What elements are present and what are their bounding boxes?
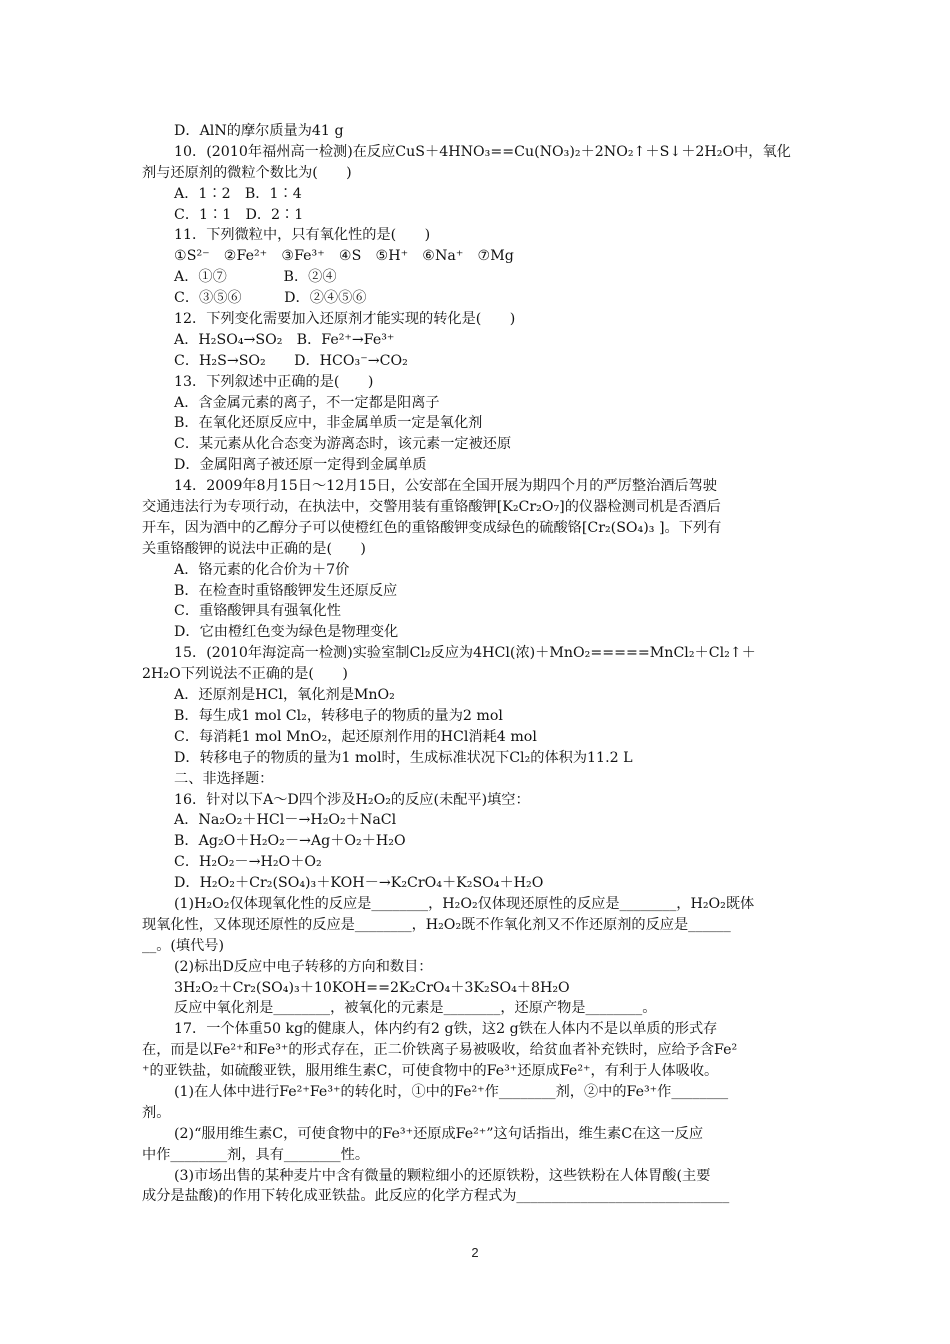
document-body <box>142 121 810 1207</box>
text-line: B．每生成1 mol Cl₂，转移电子的物质的量为2 mol <box>174 707 503 724</box>
text-line: (2)“服用维生素C，可使食物中的Fe³⁺还原成Fe²⁺”这句话指出，维生素C在这一反应 <box>174 1125 704 1142</box>
text-line: (3)市场出售的某种麦片中含有微量的颗粒细小的还原铁粉，这些铁粉在人体胃酸(主要 <box>174 1167 711 1184</box>
text-line: A．Na₂O₂＋HCl－→H₂O₂＋NaCl <box>174 812 397 829</box>
text-line: 开车，因为酒中的乙醇分子可以使橙红色的重铬酸钾变成绿色的硫酸铬[Cr₂(SO₄)₃ ]。下列有 <box>142 519 722 536</box>
text-line: 剂与还原剂的微粒个数比为( ) <box>142 164 352 181</box>
text-line: 二、非选择题： <box>174 770 274 787</box>
text-line: A．铬元素的化合价为＋7价 <box>174 561 350 578</box>
text-line: (1)在人体中进行Fe²⁺Fe³⁺的转化时，①中的Fe²⁺作________剂，②中的Fe³⁺作________ <box>174 1083 729 1100</box>
text-line: A．含金属元素的离子，不一定都是阳离子 <box>174 394 440 411</box>
text-line: (2)标出D反应中电子转移的方向和数目： <box>174 958 433 975</box>
text-line: C．1∶1 D．2∶1 <box>174 206 304 223</box>
text-line: 2H₂O下列说法不正确的是( ) <box>142 666 348 683</box>
text-line: B．在氧化还原反应中，非金属单质一定是氧化剂 <box>174 415 483 432</box>
text-line: D．它由橙红色变为绿色是物理变化 <box>174 624 399 641</box>
text-line: D．转移电子的物质的量为1 mol时，生成标准状况下Cl₂的体积为11.2 L <box>174 749 633 766</box>
text-line: 剂。 <box>142 1104 171 1121</box>
text-line: (1)H₂O₂仅体现氧化性的反应是________，H₂O₂仅体现还原性的反应是________，H₂O₂既体 <box>174 895 755 912</box>
text-line: 中作________剂，具有________性。 <box>142 1146 370 1163</box>
text-line: 15．(2010年海淀高一检测)实验室制Cl₂反应为4HCl(浓)＋MnO₂=====MnCl₂＋Cl₂↑＋ <box>174 645 756 662</box>
text-line: A．1∶2 B．1∶4 <box>174 185 302 202</box>
text-line: ⁺的亚铁盐，如硫酸亚铁，服用维生素C，可使食物中的Fe³⁺还原成Fe²⁺，有利于人体吸收。 <box>142 1063 719 1080</box>
text-line: A．H₂SO₄→SO₂ B．Fe²⁺→Fe³⁺ <box>174 331 395 348</box>
text-line: __。(填代号) <box>142 937 225 954</box>
text-line: C．每消耗1 mol MnO₂，起还原剂作用的HCl消耗4 mol <box>174 728 537 745</box>
text-line: D．金属阳离子被还原一定得到金属单质 <box>174 457 427 474</box>
text-line: 12．下列变化需要加入还原剂才能实现的转化是( ) <box>174 311 516 328</box>
text-line: 17．一个体重50 kg的健康人，体内约有2 g铁，这2 g铁在人体内不是以单质的形式存 <box>174 1021 718 1038</box>
text-line: B．在检查时重铬酸钾发生还原反应 <box>174 582 398 599</box>
text-line: 关重铬酸钾的说法中正确的是( ) <box>142 540 366 557</box>
text-line: 反应中氧化剂是________，被氧化的元素是________，还原产物是________。 <box>174 1000 657 1017</box>
text-line: 在，而是以Fe²⁺和Fe³⁺的形式存在，正二价铁离子易被吸收，给贫血者补充铁时，应给予含Fe² <box>142 1042 738 1059</box>
text-line: C．H₂S→SO₂ D．HCO₃⁻→CO₂ <box>174 352 408 369</box>
text-line: A．还原剂是HCl，氧化剂是MnO₂ <box>174 687 395 704</box>
text-line: D．H₂O₂＋Cr₂(SO₄)₃＋KOH－→K₂CrO₄＋K₂SO₄＋H₂O <box>174 875 544 892</box>
text-line: 14．2009年8月15日～12月15日，公安部在全国开展为期四个月的严厉整治酒后驾驶 <box>174 478 717 495</box>
text-line: C．重铬酸钾具有强氧化性 <box>174 603 341 620</box>
text-line: C．某元素从化合态变为游离态时，该元素一定被还原 <box>174 436 512 453</box>
text-line: ①S²⁻ ②Fe²⁺ ③Fe³⁺ ④S ⑤H⁺ ⑥Na⁺ ⑦Mg <box>174 248 514 265</box>
text-line: 16．针对以下A～D四个涉及H₂O₂的反应(未配平)填空： <box>174 791 530 808</box>
text-line: A．①⑦ B．②④ <box>174 269 337 286</box>
text-line: 现氧化性，又体现还原性的反应是________，H₂O₂既不作氧化剂又不作还原剂的反应是______ <box>142 916 731 933</box>
text-line: 3H₂O₂＋Cr₂(SO₄)₃＋10KOH==2K₂CrO₄＋3K₂SO₄＋8H₂O <box>174 979 570 996</box>
text-line: 交通违法行为专项行动，在执法中，交警用装有重铬酸钾[K₂Cr₂O₇]的仪器检测司机是否酒后 <box>142 499 721 516</box>
text-line: C．H₂O₂－→H₂O＋O₂ <box>174 854 322 871</box>
text-line: 13．下列叙述中正确的是( ) <box>174 373 374 390</box>
text-line: B．Ag₂O＋H₂O₂－→Ag＋O₂＋H₂O <box>174 833 406 850</box>
text-line: 10．(2010年福州高一检测)在反应CuS＋4HNO₃==Cu(NO₃)₂＋2NO₂↑＋S↓＋2H₂O中，氧化 <box>174 143 791 160</box>
page-number: 2 <box>471 1245 479 1260</box>
text-line: D．AlN的摩尔质量为41 g <box>174 123 344 139</box>
text-line: 成分是盐酸)的作用下转化成亚铁盐。此反应的化学方程式为______________________________ <box>142 1188 730 1205</box>
text-line: C．③⑤⑥ D．②④⑤⑥ <box>174 290 367 307</box>
text-line: 11．下列微粒中，只有氧化性的是( ) <box>174 227 431 244</box>
